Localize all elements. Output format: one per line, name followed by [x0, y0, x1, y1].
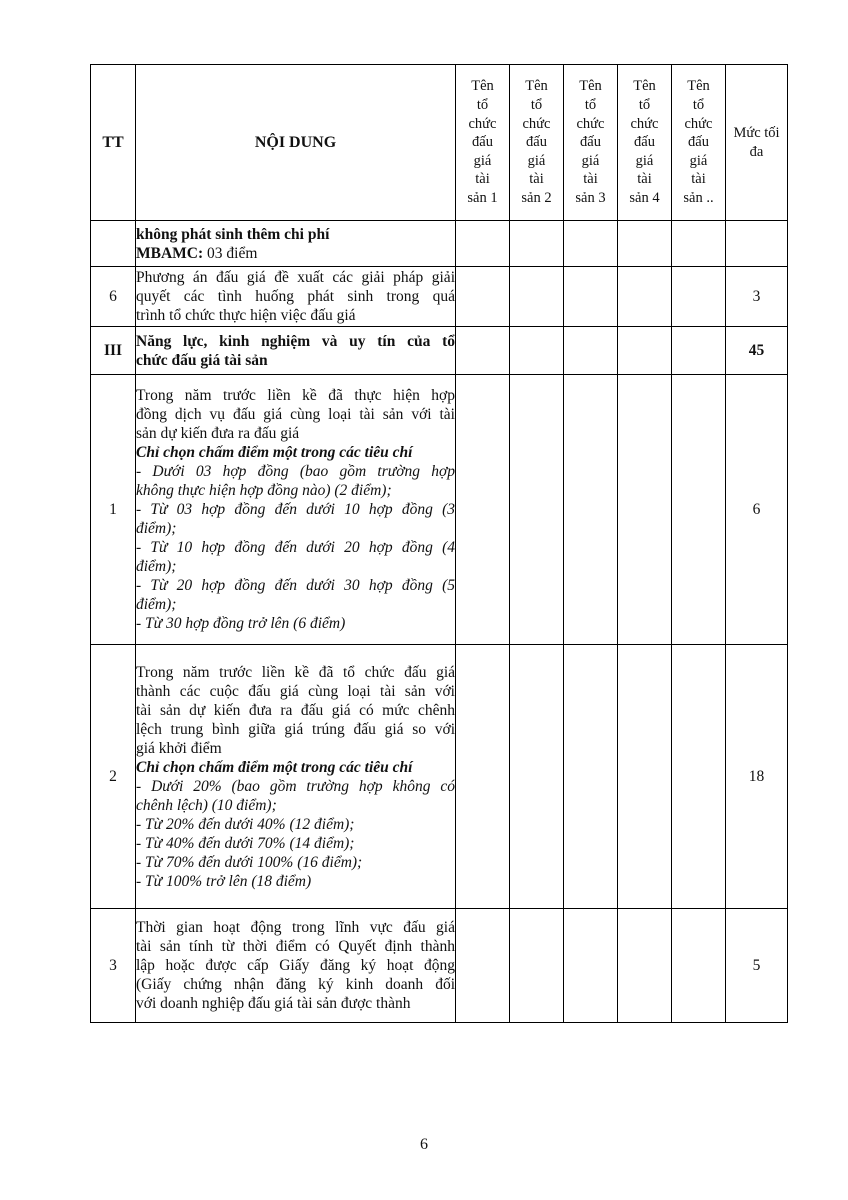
- score-cell-org-2: [510, 909, 564, 1023]
- score-cell-org-4: [618, 909, 672, 1023]
- score-cell-org-2: [510, 645, 564, 909]
- table-row: [91, 909, 788, 1023]
- header-row: [91, 65, 788, 221]
- content-line: sản dự kiến đưa ra đấu giá: [136, 425, 300, 442]
- content-line: - Dưới 03 hợp đồng (bao gồm trường hợp: [136, 463, 455, 480]
- content-line-bold-part: MBAMC:: [136, 244, 204, 262]
- content-line: quyết các tình huống phát sinh trong quá: [136, 288, 455, 305]
- score-cell-org-3: [564, 327, 618, 375]
- content-line: trình tổ chức thực hiện việc đấu giá: [136, 307, 356, 324]
- table-row: [91, 375, 788, 645]
- score-cell-org-5: [672, 909, 726, 1023]
- content-line: lệch trung bình giữa giá trúng đấu giá so với: [136, 720, 455, 738]
- score-cell-org-2: [510, 267, 564, 327]
- row-tt: [91, 221, 136, 267]
- row-content: [136, 267, 456, 327]
- row-tt: 1: [91, 375, 136, 645]
- score-cell-org-3: [564, 909, 618, 1023]
- content-line: với doanh nghiệp đấu giá tài sản được thành: [136, 995, 411, 1012]
- content-line: - Từ 40% đến dưới 70% (14 điểm);: [136, 834, 355, 852]
- content-line: chênh lệch) (10 điểm);: [136, 796, 277, 814]
- row-tt: 3: [91, 909, 136, 1023]
- row-content: [136, 221, 456, 267]
- row-content: [136, 645, 456, 909]
- content-line: Chỉ chọn chấm điểm một trong các tiêu chí: [136, 758, 413, 776]
- score-cell-org-1: [456, 327, 510, 375]
- content-line: đồng dịch vụ đấu giá cùng loại tài sản với tài: [136, 406, 455, 423]
- row-content: [136, 909, 456, 1023]
- header-org-1: Tên tổ chức đấu giá tài sản 1: [456, 65, 510, 221]
- table-body: [91, 221, 788, 1023]
- content-line: - Từ 03 hợp đồng đến dưới 10 hợp đồng (3: [136, 501, 455, 518]
- score-cell-org-1: [456, 909, 510, 1023]
- content-line: Thời gian hoạt động trong lĩnh vực đấu giá: [136, 919, 455, 936]
- content-line: điểm);: [136, 596, 177, 613]
- content-line: [136, 244, 455, 263]
- page-number: 6: [420, 1136, 428, 1153]
- header-org-3: Tên tổ chức đấu giá tài sản 3: [564, 65, 618, 221]
- score-cell-org-4: [618, 645, 672, 909]
- content-line: tài sản dự kiến đưa ra đấu giá có mức chênh: [136, 701, 455, 719]
- score-cell-org-1: [456, 267, 510, 327]
- score-cell-org-3: [564, 267, 618, 327]
- score-cell-org-1: [456, 375, 510, 645]
- score-cell-org-2: [510, 327, 564, 375]
- row-max-score: 5: [726, 909, 788, 1023]
- content-line: không phát sinh thêm chi phí: [136, 225, 330, 243]
- content-line: (Giấy chứng nhận đăng ký kinh doanh đối: [136, 976, 455, 993]
- row-max-score: 18: [726, 645, 788, 909]
- criteria-table: [90, 64, 788, 1023]
- header-org-5: Tên tổ chức đấu giá tài sản ..: [672, 65, 726, 221]
- content-line-rest: 03 điểm: [203, 244, 258, 262]
- score-cell-org-5: [672, 645, 726, 909]
- row-max-score: 6: [726, 375, 788, 645]
- score-cell-org-4: [618, 267, 672, 327]
- row-max-score: 3: [726, 267, 788, 327]
- row-max-score: 45: [726, 327, 788, 375]
- content-line: - Từ 20 hợp đồng đến dưới 30 hợp đồng (5: [136, 577, 455, 594]
- content-line: giá khởi điểm: [136, 739, 222, 757]
- score-cell-org-5: [672, 375, 726, 645]
- score-cell-org-1: [456, 221, 510, 267]
- row-max-score: [726, 221, 788, 267]
- content-line: - Từ 10 hợp đồng đến dưới 20 hợp đồng (4: [136, 539, 455, 556]
- content-line: điểm);: [136, 520, 177, 537]
- table-row: [91, 267, 788, 327]
- content-line: Năng lực, kinh nghiệm và uy tín của tổ: [136, 332, 455, 350]
- content-line: - Từ 30 hợp đồng trở lên (6 điểm): [136, 615, 346, 632]
- content-line: Phương án đấu giá đề xuất các giải pháp giải: [136, 269, 455, 286]
- content-line: Chỉ chọn chấm điểm một trong các tiêu chí: [136, 444, 413, 461]
- content-line: điểm);: [136, 558, 177, 575]
- row-tt: III: [91, 327, 136, 375]
- content-line: chức đấu giá tài sản: [136, 351, 268, 369]
- score-cell-org-4: [618, 375, 672, 645]
- header-content: NỘI DUNG: [136, 65, 456, 221]
- table-row: [91, 221, 788, 267]
- score-cell-org-5: [672, 221, 726, 267]
- row-content: [136, 327, 456, 375]
- content-line: - Từ 100% trở lên (18 điểm): [136, 872, 312, 890]
- content-line: không thực hiện hợp đồng nào) (2 điểm);: [136, 482, 392, 499]
- score-cell-org-3: [564, 375, 618, 645]
- score-cell-org-5: [672, 327, 726, 375]
- content-line: lập hoặc được cấp Giấy đăng ký hoạt động: [136, 957, 455, 974]
- content-line: thành các cuộc đấu giá cùng loại tài sản với: [136, 682, 455, 700]
- content-line: - Từ 70% đến dưới 100% (16 điểm);: [136, 853, 363, 871]
- header-tt: TT: [91, 65, 136, 221]
- content-line: Trong năm trước liền kề đã thực hiện hợp: [136, 387, 455, 404]
- content-line: Trong năm trước liền kề đã tổ chức đấu giá: [136, 663, 455, 681]
- row-tt: 6: [91, 267, 136, 327]
- table-row: [91, 645, 788, 909]
- score-cell-org-5: [672, 267, 726, 327]
- row-tt: 2: [91, 645, 136, 909]
- content-line: tài sản tính từ thời điểm có Quyết định thành: [136, 938, 455, 955]
- score-cell-org-3: [564, 221, 618, 267]
- score-cell-org-4: [618, 327, 672, 375]
- table-row: [91, 327, 788, 375]
- score-cell-org-4: [618, 221, 672, 267]
- score-cell-org-3: [564, 645, 618, 909]
- score-cell-org-2: [510, 375, 564, 645]
- content-line: - Dưới 20% (bao gồm trường hợp không có: [136, 777, 455, 795]
- header-max-score: Mức tối đa: [726, 65, 788, 221]
- score-cell-org-1: [456, 645, 510, 909]
- header-org-2: Tên tổ chức đấu giá tài sản 2: [510, 65, 564, 221]
- row-content: [136, 375, 456, 645]
- header-org-4: Tên tổ chức đấu giá tài sản 4: [618, 65, 672, 221]
- score-cell-org-2: [510, 221, 564, 267]
- content-line: - Từ 20% đến dưới 40% (12 điểm);: [136, 815, 355, 833]
